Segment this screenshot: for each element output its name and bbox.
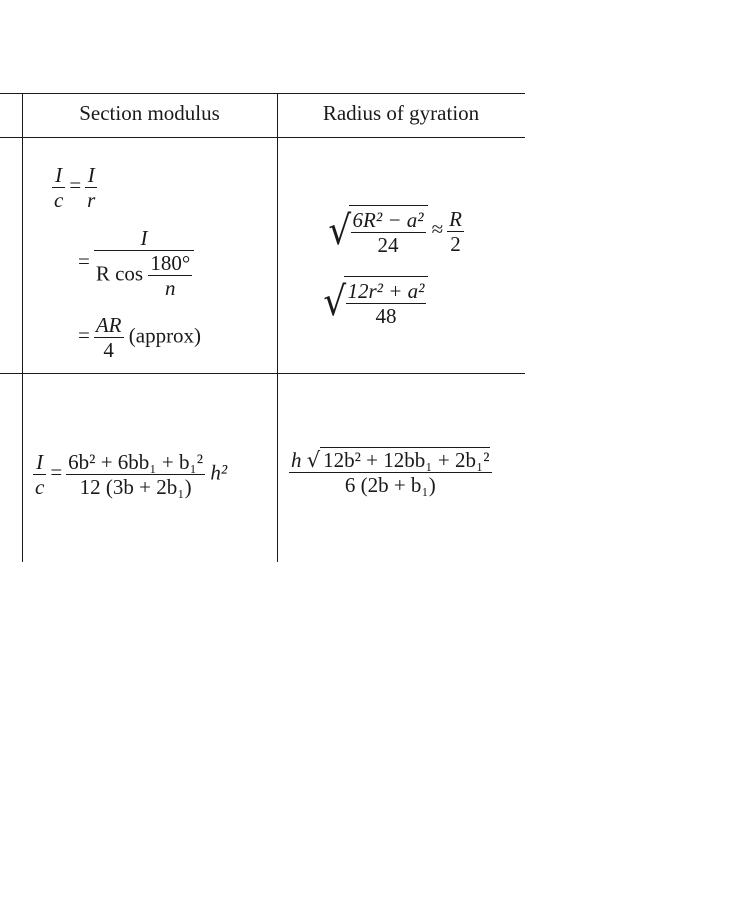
numerator: I	[85, 163, 97, 188]
fraction-ar-over-4	[94, 313, 124, 362]
numerator: I	[94, 226, 194, 251]
h-prefix: h	[291, 448, 302, 472]
row-divider-rule	[0, 373, 525, 374]
square-root	[322, 276, 428, 328]
radical-sign-icon: √	[306, 448, 321, 472]
radical-sign-icon: √	[328, 208, 352, 255]
radicand: 12b² + 12bb₁ + 2b₁²	[320, 447, 489, 472]
h-squared: h²	[210, 460, 228, 485]
denominator: n	[165, 276, 176, 301]
fraction-6r2-a2-over-24	[351, 208, 426, 257]
equals-sign: =	[78, 323, 90, 348]
fraction-i-over-c	[52, 163, 65, 212]
denominator: 48	[375, 304, 397, 329]
denominator: 12 (3b + 2b₁)	[79, 475, 192, 500]
denominator: r	[87, 188, 96, 213]
radicand	[349, 205, 428, 257]
fraction-180-over-n	[148, 251, 192, 300]
numerator: 6b² + 6bb₁ + b₁²	[68, 450, 204, 474]
denominator	[94, 251, 194, 300]
numerator: 180°	[150, 251, 191, 276]
fraction-trapezoid-section-modulus	[66, 450, 205, 499]
r-cos-text: R cos	[95, 261, 144, 286]
fraction-i-over-c	[33, 450, 46, 499]
square-root	[327, 205, 428, 257]
row2-section-modulus	[33, 450, 227, 499]
numerator: 6R² − a²	[352, 208, 424, 232]
row1-section-modulus-line3	[74, 313, 201, 362]
table-top-rule	[0, 93, 525, 94]
denominator: 24	[377, 233, 399, 258]
numerator: I	[52, 163, 65, 188]
equals-sign: =	[50, 460, 63, 485]
numerator: 12r² + a²	[347, 279, 425, 303]
numerator: I	[33, 450, 46, 475]
column-rule-middle	[277, 93, 278, 562]
approx-sign: ≈	[431, 216, 444, 241]
row2-radius	[289, 448, 492, 497]
row1-radius-line2	[322, 276, 428, 328]
fraction-trapezoid-radius	[289, 448, 492, 497]
header-radius-of-gyration: Radius of gyration	[322, 101, 480, 125]
denominator: 6 (2b + b₁)	[344, 473, 436, 498]
column-rule-left	[22, 93, 23, 562]
numerator: R	[449, 206, 462, 231]
fraction-i-over-rcos	[94, 226, 194, 300]
row1-radius-line1	[327, 205, 464, 257]
radicand	[344, 276, 429, 328]
denominator: c	[54, 188, 64, 213]
denominator: c	[35, 475, 45, 500]
denominator: 4	[103, 338, 114, 363]
header-section-modulus: Section modulus	[79, 101, 220, 125]
numerator: AR	[95, 313, 122, 337]
row1-section-modulus-line2	[74, 226, 194, 300]
equals-sign: =	[69, 173, 82, 198]
fraction-12r2-a2-over-48	[346, 279, 427, 328]
radical-sign-icon: √	[323, 279, 347, 326]
header-bottom-rule	[0, 137, 525, 138]
equals-sign: =	[78, 249, 90, 274]
approx-label: (approx)	[128, 323, 202, 348]
denominator: 2	[450, 231, 461, 256]
row1-section-modulus-line1	[52, 163, 97, 212]
fraction-r-over-2	[447, 207, 464, 256]
numerator	[289, 448, 492, 473]
fraction-i-over-r	[85, 163, 97, 212]
